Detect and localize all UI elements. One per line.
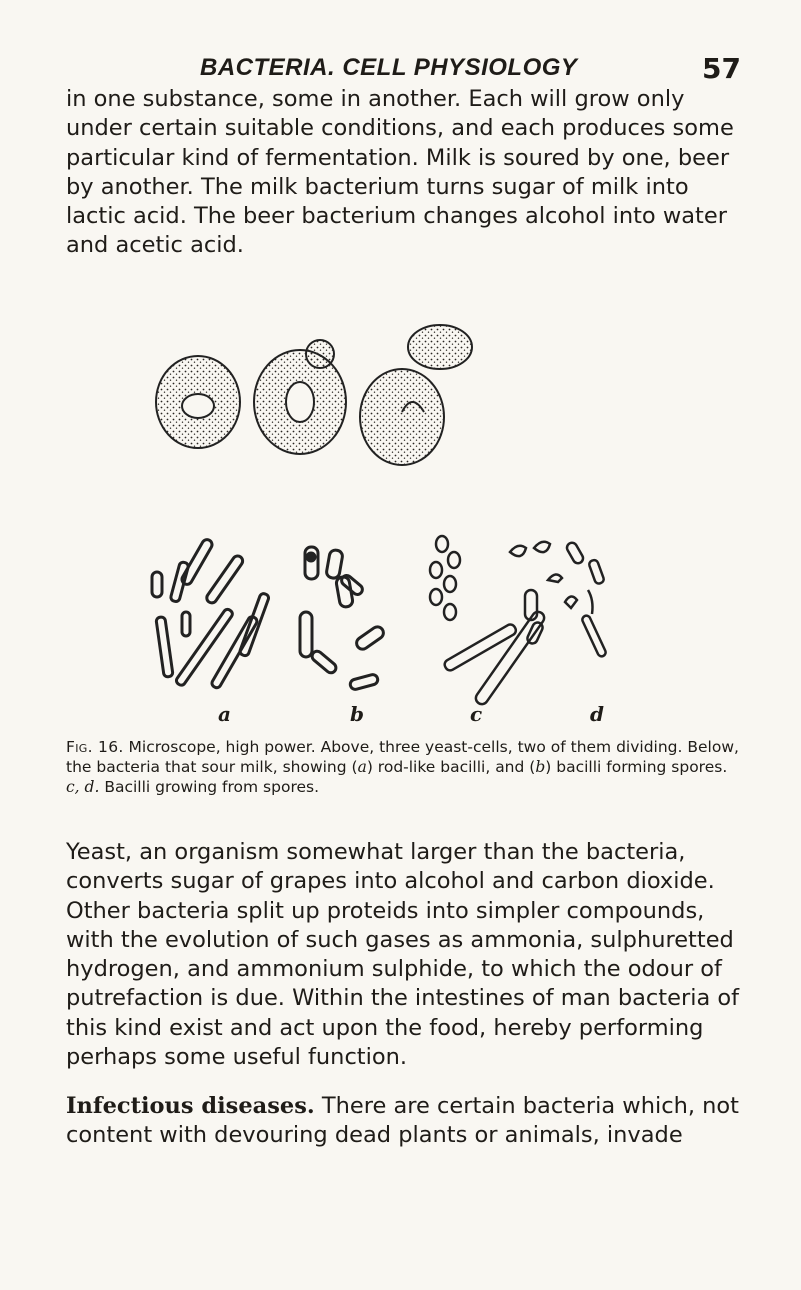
caption-ref-cd: c, d. [66, 778, 100, 796]
microscope-figure [130, 322, 670, 732]
figure-label-d: d [590, 702, 604, 726]
page-number: 57 [702, 52, 741, 85]
body-paragraph-3 [66, 1092, 742, 1151]
figure-label-b: b [350, 702, 364, 726]
yeast-cell-2 [254, 340, 346, 454]
bacilli-group-d [510, 541, 607, 658]
caption-ref-a: a [357, 758, 367, 776]
page-header [200, 48, 741, 88]
caption-text-3: ) bacilli forming spores. [545, 758, 728, 776]
body-paragraph-2: Yeast, an organism somewhat larger than the bacteria, converts sugar of grapes into alcohol and carbon dioxide. Other bacteria split up proteids into simpler compounds, with the evolution of such gases as ammonia, sulphuretted hydrogen, and ammonium sulphide, to which the odour of putrefaction is due. Within the intestines of man bacteria of this kind exist and act upon the food, hereby performing perhaps some useful function. [66, 839, 740, 1071]
caption-text-1: Microscope, high power. Above, three yeast-cells, two of them dividing. Below, the bacteria that sour milk, showing ( [66, 738, 739, 776]
figure-caption [66, 737, 742, 797]
yeast-cell-3 [360, 325, 472, 465]
yeast-cell-1 [156, 356, 240, 448]
section-subhead: Infectious diseases. [66, 1093, 315, 1119]
figure-number: Fig. 16. [66, 738, 124, 756]
figure-label-c: c [470, 702, 483, 726]
bacilli-group-c [430, 536, 546, 706]
caption-text-2: ) rod-like bacilli, and ( [366, 758, 536, 776]
bacilli-group-b [300, 547, 386, 690]
figure-label-a: a [218, 702, 231, 726]
microscope-illustration [130, 322, 670, 732]
running-head: BACTERIA. CELL PHYSIOLOGY [200, 54, 578, 81]
bacilli-group-a [152, 538, 270, 689]
body-paragraph-1: in one substance, some in another. Each will grow only under certain suitable conditions, and each produces some particular kind of fermentation. Milk is soured by one, beer by another. The milk bacterium turns sugar of milk into lactic acid. The beer bacterium changes alcohol into water and acetic acid. [66, 86, 734, 259]
body-paragraph-3-text: There are certain bacteria which, not content with devouring dead plants or animals, invade [66, 1093, 739, 1149]
caption-ref-b: b [535, 758, 546, 776]
caption-text-4: Bacilli growing from spores. [99, 778, 320, 796]
